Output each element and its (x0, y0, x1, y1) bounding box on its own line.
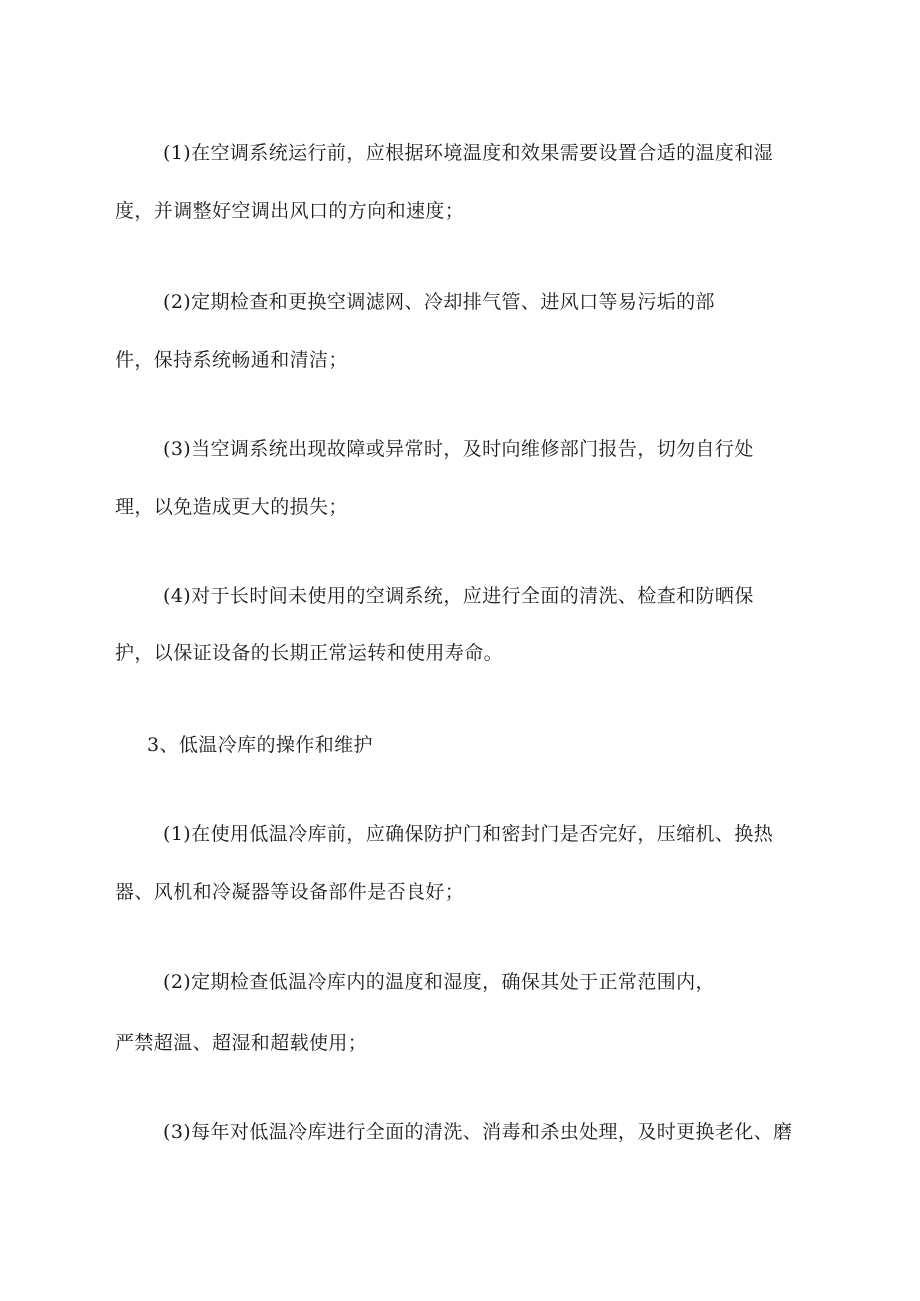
paragraph-3-line-2: 理，以免造成更大的损失； (115, 496, 348, 518)
paragraph-3-line-1: (3)当空调系统出现故障或异常时，及时向维修部门报告，切勿自行处 (163, 438, 754, 460)
paragraph-4-line-2: 护，以保证设备的长期正常运转和使用寿命。 (115, 642, 504, 664)
paragraph-7-line-1: (3)每年对低温冷库进行全面的清洗、消毒和杀虫处理，及时更换老化、磨 (163, 1121, 793, 1143)
paragraph-5-line-2: 器、风机和冷凝器等设备部件是否良好； (115, 881, 465, 903)
paragraph-1-line-2: 度，并调整好空调出风口的方向和速度； (115, 200, 465, 222)
paragraph-5-line-1: (1)在使用低温冷库前，应确保防护门和密封门是否完好，压缩机、换热 (163, 823, 774, 845)
paragraph-6-line-2: 严禁超温、超湿和超载使用； (115, 1032, 368, 1054)
paragraph-6-line-1: (2)定期检查低温冷库内的温度和湿度，确保其处于正常范围内， (163, 971, 715, 993)
paragraph-4-line-1: (4)对于长时间未使用的空调系统，应进行全面的清洗、检查和防晒保 (163, 585, 754, 607)
paragraph-2-line-1: (2)定期检查和更换空调滤网、冷却排气管、进风口等易污垢的部 (163, 291, 715, 313)
paragraph-2-line-2: 件，保持系统畅通和清洁； (115, 349, 348, 371)
section-heading: 3、低温冷库的操作和维护 (147, 734, 373, 756)
paragraph-1-line-1: (1)在空调系统运行前，应根据环境温度和效果需要设置合适的温度和湿 (163, 142, 774, 164)
